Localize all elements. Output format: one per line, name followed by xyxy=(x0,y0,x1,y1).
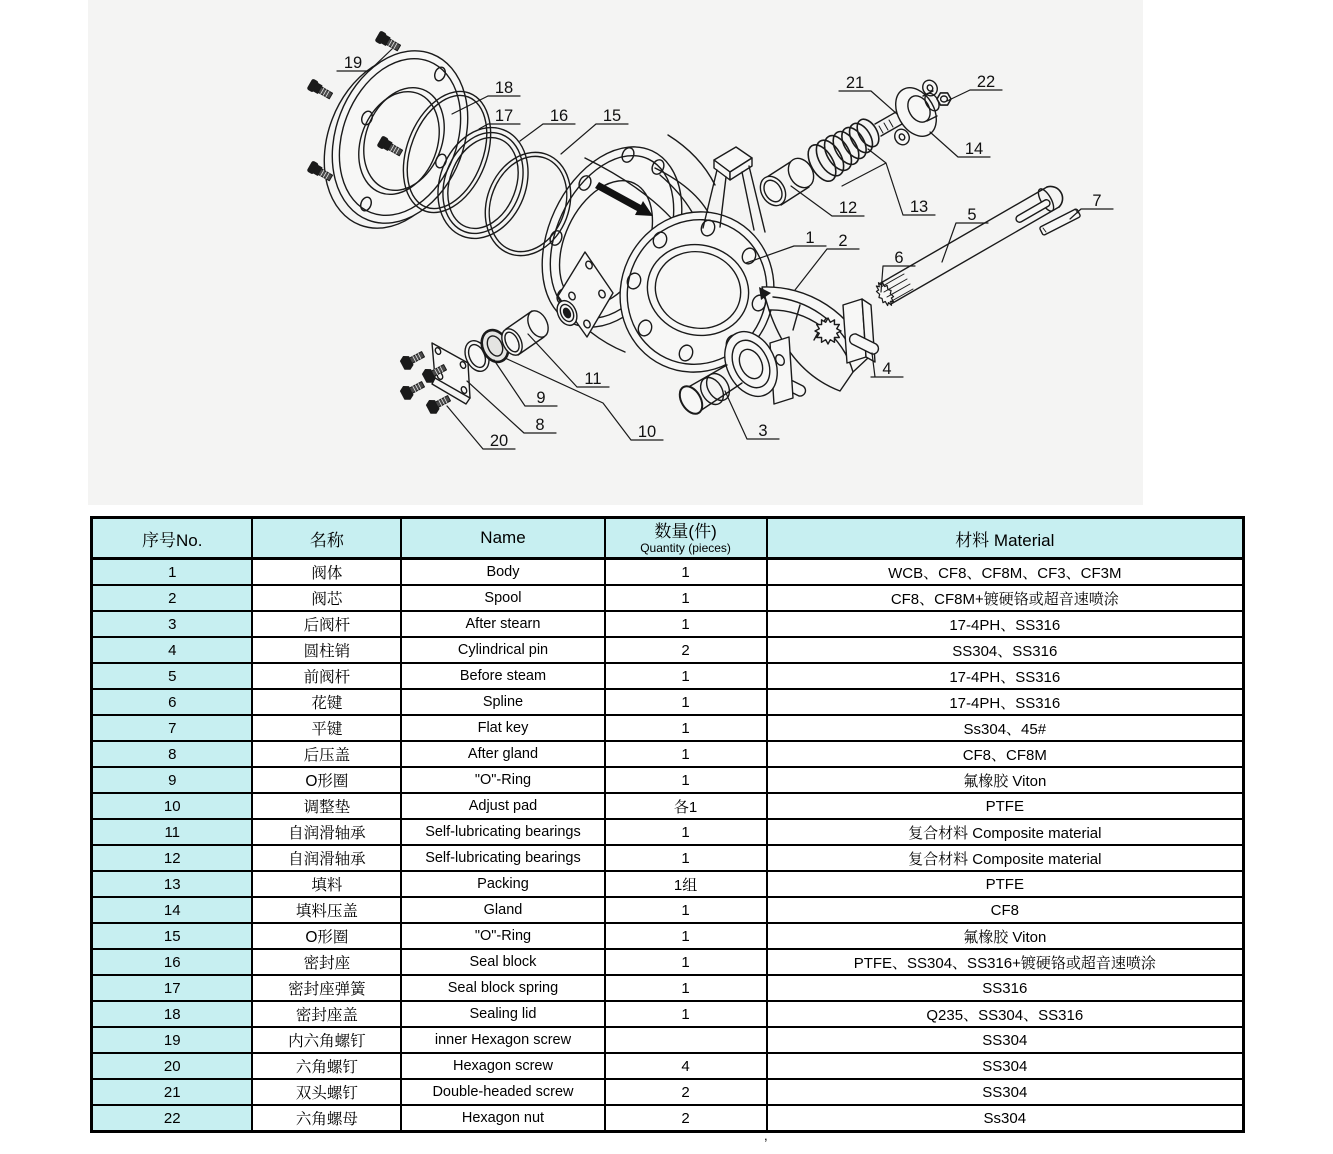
header-material: 材料 Material xyxy=(767,518,1244,559)
cell-no: 12 xyxy=(92,845,253,871)
cell-material: PTFE xyxy=(767,871,1244,897)
callout-label: 15 xyxy=(602,107,622,125)
callout-label: 16 xyxy=(549,107,569,125)
cell-no: 11 xyxy=(92,819,253,845)
cell-material: 复合材料 Composite material xyxy=(767,819,1244,845)
cell-no: 5 xyxy=(92,663,253,689)
header-en-name: Name xyxy=(401,518,604,559)
part-hexagon-nut xyxy=(937,93,951,105)
callout-label: 14 xyxy=(964,140,984,158)
callout-label: 4 xyxy=(882,360,892,378)
cell-en-name: Body xyxy=(401,559,604,586)
table-row xyxy=(92,767,1244,793)
cell-no: 22 xyxy=(92,1105,253,1132)
exploded-view-diagram xyxy=(88,0,1143,505)
cell-no: 6 xyxy=(92,689,253,715)
cell-cn-name: 双头螺钉 xyxy=(252,1079,401,1105)
cell-material: 复合材料 Composite material xyxy=(767,845,1244,871)
stray-comma-mark: , xyxy=(764,1128,768,1143)
cell-material: SS304 xyxy=(767,1053,1244,1079)
cell-en-name: inner Hexagon screw xyxy=(401,1027,604,1053)
cell-qty: 1 xyxy=(605,975,767,1001)
cell-no: 17 xyxy=(92,975,253,1001)
cell-en-name: Seal block xyxy=(401,949,604,975)
cell-cn-name: O形圈 xyxy=(252,767,401,793)
callout-label: 19 xyxy=(343,54,363,72)
cell-no: 3 xyxy=(92,611,253,637)
cell-qty: 各1 xyxy=(605,793,767,819)
table-row xyxy=(92,1105,1244,1132)
cell-material: Ss304 xyxy=(767,1105,1244,1132)
table-row xyxy=(92,1079,1244,1105)
cell-qty xyxy=(605,1027,767,1053)
cell-qty: 1 xyxy=(605,897,767,923)
cell-qty: 1 xyxy=(605,949,767,975)
cell-en-name: Packing xyxy=(401,871,604,897)
cell-qty: 1 xyxy=(605,845,767,871)
cell-cn-name: 自润滑轴承 xyxy=(252,819,401,845)
table-row xyxy=(92,897,1244,923)
cell-no: 1 xyxy=(92,559,253,586)
header-qty-en: Quantity (pieces) xyxy=(640,540,731,555)
cell-no: 19 xyxy=(92,1027,253,1053)
cell-qty: 1 xyxy=(605,663,767,689)
header-no: 序号No. xyxy=(92,518,253,559)
cell-qty: 1 xyxy=(605,611,767,637)
cell-qty: 1 xyxy=(605,559,767,586)
cell-qty: 1组 xyxy=(605,871,767,897)
table-row xyxy=(92,1001,1244,1027)
cell-cn-name: 阀体 xyxy=(252,559,401,586)
cell-en-name: Hexagon nut xyxy=(401,1105,604,1132)
cell-qty: 1 xyxy=(605,741,767,767)
callout-label: 8 xyxy=(535,416,545,434)
cell-en-name: Seal block spring xyxy=(401,975,604,1001)
cell-cn-name: 内六角螺钉 xyxy=(252,1027,401,1053)
cell-material: WCB、CF8、CF8M、CF3、CF3M xyxy=(767,559,1244,586)
cell-material: 17-4PH、SS316 xyxy=(767,663,1244,689)
cell-en-name: After stearn xyxy=(401,611,604,637)
header-qty-wrap xyxy=(606,522,766,555)
cell-qty: 1 xyxy=(605,715,767,741)
cell-material: SS304、SS316 xyxy=(767,637,1244,663)
cell-en-name: Self-lubricating bearings xyxy=(401,819,604,845)
cell-en-name: Flat key xyxy=(401,715,604,741)
table-row xyxy=(92,611,1244,637)
table-row xyxy=(92,663,1244,689)
callout-label: 13 xyxy=(909,198,929,216)
cell-no: 16 xyxy=(92,949,253,975)
cell-en-name: Self-lubricating bearings xyxy=(401,845,604,871)
table-row xyxy=(92,585,1244,611)
header-qty-cn: 数量(件) xyxy=(654,521,717,541)
cell-no: 7 xyxy=(92,715,253,741)
cell-material: SS316 xyxy=(767,975,1244,1001)
cell-no: 8 xyxy=(92,741,253,767)
cell-qty: 1 xyxy=(605,585,767,611)
cell-cn-name: 密封座 xyxy=(252,949,401,975)
cell-material: CF8、CF8M xyxy=(767,741,1244,767)
cell-material: CF8、CF8M+镀硬铬或超音速喷涂 xyxy=(767,585,1244,611)
cell-en-name: Adjust pad xyxy=(401,793,604,819)
callout-label: 2 xyxy=(838,232,848,250)
cell-en-name: Spline xyxy=(401,689,604,715)
callout-label: 10 xyxy=(637,423,657,441)
cell-cn-name: 圆柱销 xyxy=(252,637,401,663)
valve-assembly-drawing xyxy=(88,0,1143,505)
table-row xyxy=(92,845,1244,871)
table-row xyxy=(92,637,1244,663)
cell-material: 氟橡胶 Viton xyxy=(767,923,1244,949)
table-row xyxy=(92,871,1244,897)
cell-cn-name: 填料 xyxy=(252,871,401,897)
callout-label: 21 xyxy=(845,74,865,92)
cell-material: PTFE、SS304、SS316+镀硬铬或超音速喷涂 xyxy=(767,949,1244,975)
cell-no: 18 xyxy=(92,1001,253,1027)
cell-material: Ss304、45# xyxy=(767,715,1244,741)
table-row xyxy=(92,1053,1244,1079)
cell-en-name: After gland xyxy=(401,741,604,767)
cell-en-name: Gland xyxy=(401,897,604,923)
cell-qty: 1 xyxy=(605,923,767,949)
cell-material: Q235、SS304、SS316 xyxy=(767,1001,1244,1027)
cell-no: 15 xyxy=(92,923,253,949)
table-row xyxy=(92,559,1244,586)
table-row xyxy=(92,715,1244,741)
cell-material: PTFE xyxy=(767,793,1244,819)
callout-label: 18 xyxy=(494,79,514,97)
cell-material: 17-4PH、SS316 xyxy=(767,611,1244,637)
table-row xyxy=(92,689,1244,715)
cell-cn-name: 花键 xyxy=(252,689,401,715)
cell-cn-name: 密封座弹簧 xyxy=(252,975,401,1001)
cell-qty: 2 xyxy=(605,637,767,663)
cell-en-name: "O"-Ring xyxy=(401,923,604,949)
table-row xyxy=(92,1027,1244,1053)
table-row xyxy=(92,949,1244,975)
cell-no: 4 xyxy=(92,637,253,663)
header-cn-name: 名称 xyxy=(252,518,401,559)
cell-cn-name: 六角螺母 xyxy=(252,1105,401,1132)
cell-no: 9 xyxy=(92,767,253,793)
cell-cn-name: 自润滑轴承 xyxy=(252,845,401,871)
table-row xyxy=(92,819,1244,845)
cell-en-name: Sealing lid xyxy=(401,1001,604,1027)
parts-table xyxy=(90,516,1245,1133)
callout-label: 12 xyxy=(838,199,858,217)
cell-cn-name: 调整垫 xyxy=(252,793,401,819)
cell-no: 20 xyxy=(92,1053,253,1079)
callout-label: 1 xyxy=(805,229,815,247)
cell-cn-name: 密封座盖 xyxy=(252,1001,401,1027)
table-row xyxy=(92,741,1244,767)
cell-cn-name: 平键 xyxy=(252,715,401,741)
cell-no: 21 xyxy=(92,1079,253,1105)
table-header-row xyxy=(92,518,1244,559)
cell-qty: 2 xyxy=(605,1105,767,1132)
callout-label: 22 xyxy=(976,73,996,91)
cell-cn-name: O形圈 xyxy=(252,923,401,949)
cell-cn-name: 填料压盖 xyxy=(252,897,401,923)
cell-en-name: "O"-Ring xyxy=(401,767,604,793)
cell-qty: 1 xyxy=(605,819,767,845)
cell-no: 2 xyxy=(92,585,253,611)
cell-no: 14 xyxy=(92,897,253,923)
callout-label: 11 xyxy=(584,370,602,388)
cell-en-name: Spool xyxy=(401,585,604,611)
cell-en-name: Hexagon screw xyxy=(401,1053,604,1079)
cell-en-name: Cylindrical pin xyxy=(401,637,604,663)
cell-cn-name: 后压盖 xyxy=(252,741,401,767)
cell-no: 10 xyxy=(92,793,253,819)
cell-cn-name: 六角螺钉 xyxy=(252,1053,401,1079)
callout-label: 9 xyxy=(536,389,546,407)
cell-qty: 1 xyxy=(605,1001,767,1027)
callout-label: 6 xyxy=(894,249,904,267)
cell-en-name: Before steam xyxy=(401,663,604,689)
cell-material: 氟橡胶 Viton xyxy=(767,767,1244,793)
cell-en-name: Double-headed screw xyxy=(401,1079,604,1105)
cell-material: 17-4PH、SS316 xyxy=(767,689,1244,715)
header-qty xyxy=(605,518,767,559)
cell-qty: 1 xyxy=(605,689,767,715)
callout-label: 5 xyxy=(967,206,977,224)
table-row xyxy=(92,923,1244,949)
cell-cn-name: 阀芯 xyxy=(252,585,401,611)
callout-label: 20 xyxy=(489,432,509,450)
cell-cn-name: 后阀杆 xyxy=(252,611,401,637)
table-row xyxy=(92,975,1244,1001)
cell-material: CF8 xyxy=(767,897,1244,923)
cell-cn-name: 前阀杆 xyxy=(252,663,401,689)
cell-material: SS304 xyxy=(767,1079,1244,1105)
cell-qty: 4 xyxy=(605,1053,767,1079)
cell-material: SS304 xyxy=(767,1027,1244,1053)
callout-label: 17 xyxy=(494,107,514,125)
cell-no: 13 xyxy=(92,871,253,897)
callout-label: 3 xyxy=(758,422,768,440)
callout-label: 7 xyxy=(1092,192,1102,210)
table-row xyxy=(92,793,1244,819)
cell-qty: 2 xyxy=(605,1079,767,1105)
parts-table-body xyxy=(92,559,1244,1132)
cell-qty: 1 xyxy=(605,767,767,793)
